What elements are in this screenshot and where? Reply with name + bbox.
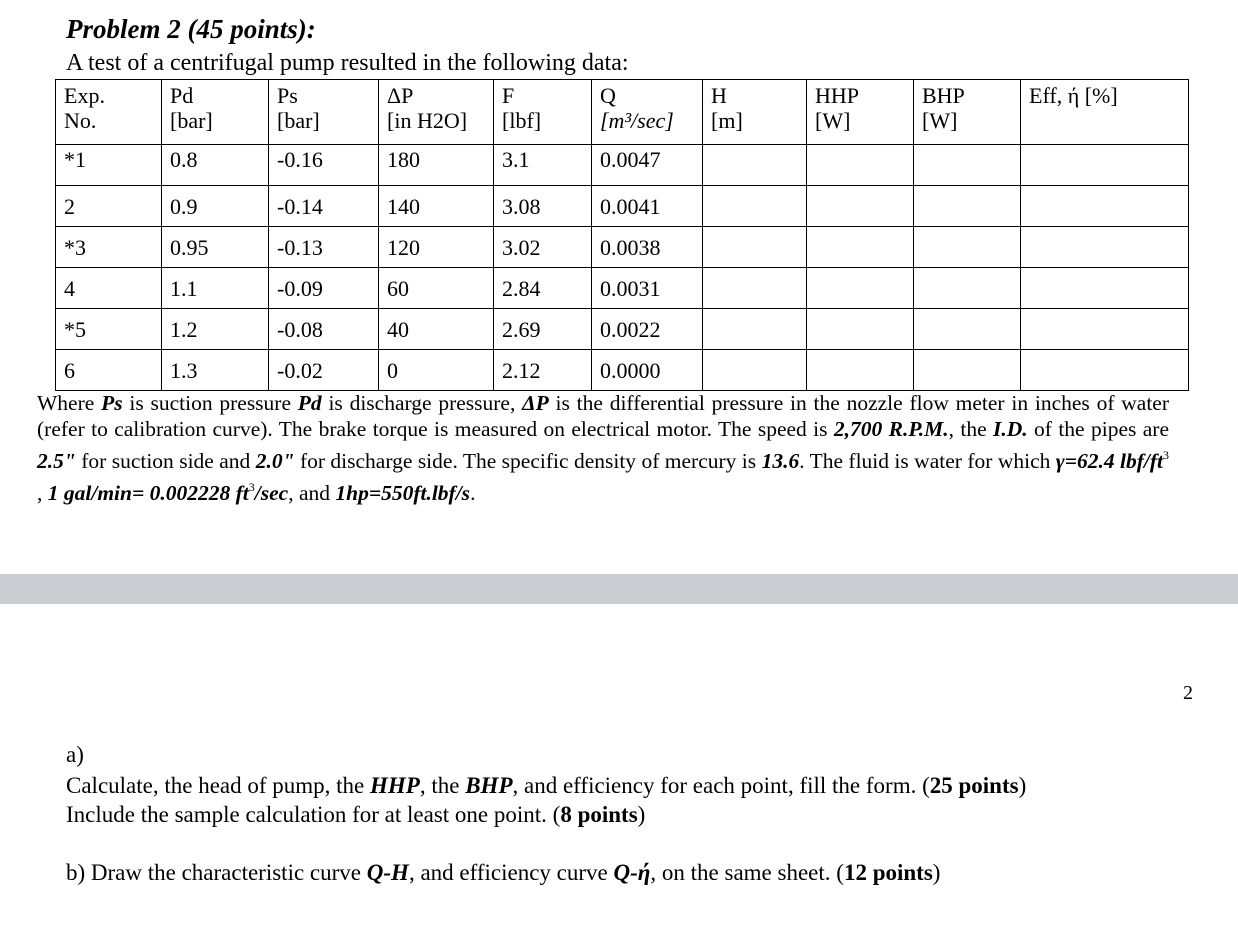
header-dp: ΔP [in H2O] bbox=[379, 80, 494, 145]
table-cell: 0.9 bbox=[162, 186, 269, 227]
part-b-text: b) Draw the characteristic curve Q-H, and efficiency curve Q-ή, on the same sheet. (12 points) bbox=[66, 860, 941, 885]
table-cell: 0.0022 bbox=[592, 309, 703, 350]
table-cell bbox=[703, 145, 807, 186]
table-cell bbox=[807, 309, 914, 350]
table-cell bbox=[914, 145, 1021, 186]
table-row bbox=[56, 350, 1189, 391]
page-number: 2 bbox=[1183, 682, 1193, 704]
table-cell: 4 bbox=[56, 268, 162, 309]
table-cell: 1.3 bbox=[162, 350, 269, 391]
table-row bbox=[56, 145, 1189, 186]
table-cell: 0.0031 bbox=[592, 268, 703, 309]
table-cell: 2.12 bbox=[494, 350, 592, 391]
table-cell: 60 bbox=[379, 268, 494, 309]
table-cell: 0.0041 bbox=[592, 186, 703, 227]
table-cell bbox=[807, 268, 914, 309]
header-h: H [m] bbox=[703, 80, 807, 145]
table-cell bbox=[1021, 186, 1189, 227]
part-a-text: Calculate, the head of pump, the HHP, the BHP, and efficiency for each point, fill the form. (25 points) Include the sample calculation for at least one point. (8 points) bbox=[66, 773, 1027, 827]
table-cell: 2.69 bbox=[494, 309, 592, 350]
header-exp: Exp. No. bbox=[56, 80, 162, 145]
table-cell: 0 bbox=[379, 350, 494, 391]
table-cell: 2.84 bbox=[494, 268, 592, 309]
header-f: F [lbf] bbox=[494, 80, 592, 145]
table-cell: -0.09 bbox=[269, 268, 379, 309]
table-cell: -0.16 bbox=[269, 145, 379, 186]
table-cell bbox=[914, 309, 1021, 350]
table-cell: 1.1 bbox=[162, 268, 269, 309]
table-cell bbox=[914, 350, 1021, 391]
table-cell: 1.2 bbox=[162, 309, 269, 350]
table-cell: 0.0000 bbox=[592, 350, 703, 391]
table-cell: -0.14 bbox=[269, 186, 379, 227]
problem-intro: A test of a centrifugal pump resulted in the following data: bbox=[66, 50, 629, 76]
pump-data-table bbox=[55, 79, 1189, 391]
table-cell: *3 bbox=[56, 227, 162, 268]
header-eff: Eff, ή [%] bbox=[1021, 80, 1189, 145]
table-cell: *5 bbox=[56, 309, 162, 350]
problem-description: Where Ps is suction pressure Pd is discharge pressure, ΔP is the differential pressure in the nozzle flow meter in inches of water (refer to calibration curve). The brake torque is measured on electrical motor. The speed is 2,700 R.P.M., the I.D. of the pipes are 2.5" for suction side and 2.0" for discharge side. The specific density of mercury is 13.6. The fluid is water for which γ=62.4 lbf/$ft^3$ , 1 gal/min= 0.002228 $ft^3/\sec$, and 1hp=550ft.lbf/s. bbox=[37, 391, 1170, 505]
table-cell bbox=[914, 227, 1021, 268]
header-hhp: HHP [W] bbox=[807, 80, 914, 145]
table-cell: 6 bbox=[56, 350, 162, 391]
table-cell bbox=[807, 350, 914, 391]
table-cell bbox=[1021, 145, 1189, 186]
table-cell bbox=[914, 186, 1021, 227]
table-cell bbox=[1021, 268, 1189, 309]
table-cell: 0.8 bbox=[162, 145, 269, 186]
table-header-row bbox=[56, 80, 1189, 145]
table-cell: 140 bbox=[379, 186, 494, 227]
table-row bbox=[56, 227, 1189, 268]
table-body bbox=[56, 145, 1189, 391]
table-cell bbox=[703, 186, 807, 227]
table-cell: 3.02 bbox=[494, 227, 592, 268]
table-cell bbox=[1021, 309, 1189, 350]
table-cell: 3.1 bbox=[494, 145, 592, 186]
table-cell: 40 bbox=[379, 309, 494, 350]
page-separator bbox=[0, 574, 1238, 604]
table-cell: 180 bbox=[379, 145, 494, 186]
table-cell: 2 bbox=[56, 186, 162, 227]
problem-title: Problem 2 (45 points): bbox=[66, 14, 316, 44]
header-bhp: BHP [W] bbox=[914, 80, 1021, 145]
table-row bbox=[56, 309, 1189, 350]
table-cell bbox=[807, 186, 914, 227]
table-cell bbox=[1021, 350, 1189, 391]
table-cell: 0.0038 bbox=[592, 227, 703, 268]
table-cell bbox=[703, 227, 807, 268]
table-cell bbox=[1021, 227, 1189, 268]
table-row bbox=[56, 268, 1189, 309]
table-cell: 3.08 bbox=[494, 186, 592, 227]
table-row bbox=[56, 186, 1189, 227]
table-cell bbox=[703, 350, 807, 391]
table-cell: 0.95 bbox=[162, 227, 269, 268]
table-cell bbox=[807, 227, 914, 268]
table-cell: 0.0047 bbox=[592, 145, 703, 186]
table-cell bbox=[703, 268, 807, 309]
table-cell bbox=[703, 309, 807, 350]
table-cell: *1 bbox=[56, 145, 162, 186]
header-pd: Pd [bar] bbox=[162, 80, 269, 145]
table-cell: -0.02 bbox=[269, 350, 379, 391]
table-cell: 120 bbox=[379, 227, 494, 268]
header-q: Q [m³/sec] bbox=[592, 80, 703, 145]
table-cell bbox=[914, 268, 1021, 309]
table-cell: -0.08 bbox=[269, 309, 379, 350]
table-cell bbox=[807, 145, 914, 186]
part-a-label: a) bbox=[66, 742, 84, 767]
header-ps: Ps [bar] bbox=[269, 80, 379, 145]
table-cell: -0.13 bbox=[269, 227, 379, 268]
